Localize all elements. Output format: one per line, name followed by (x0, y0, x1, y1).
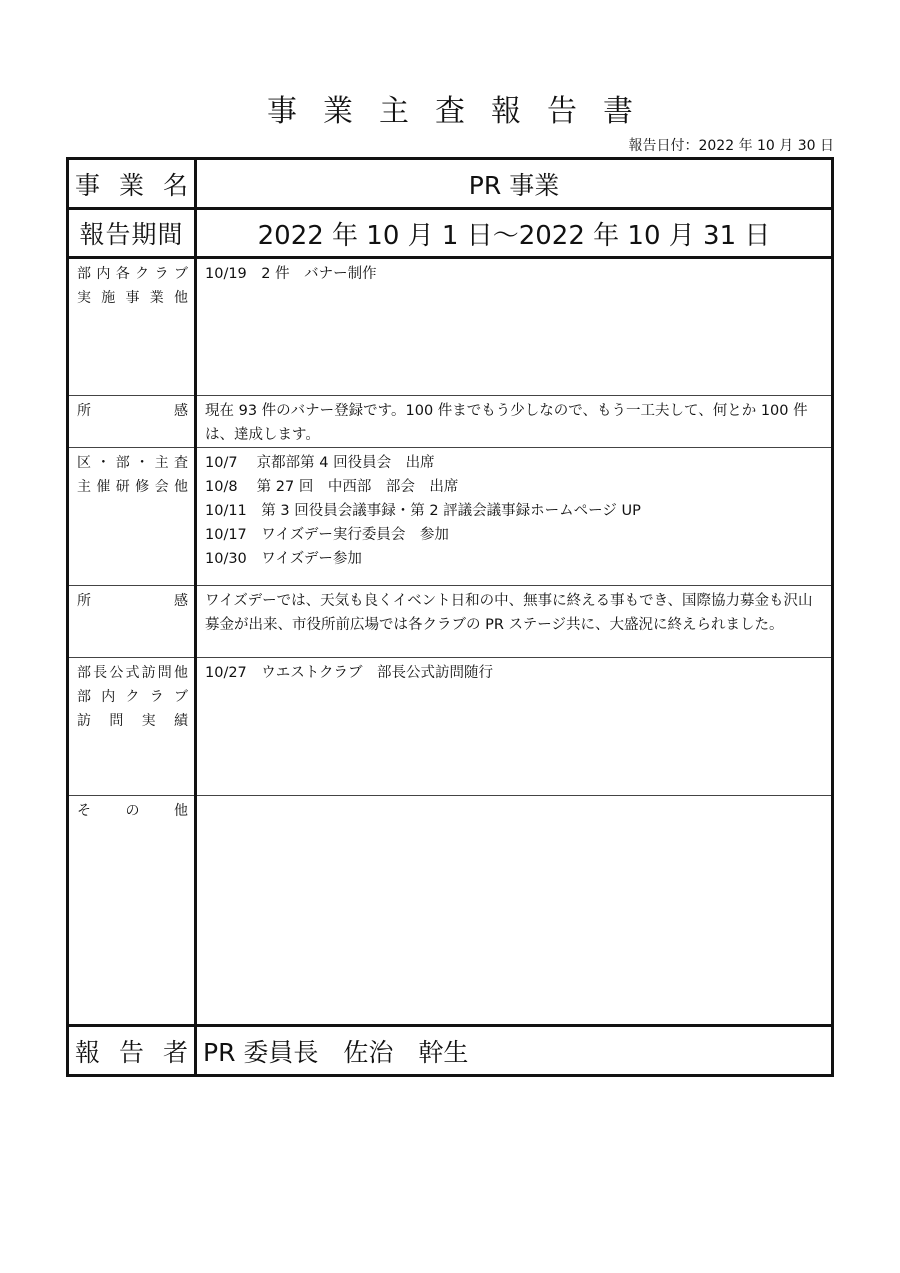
label-char: ラ (149, 689, 164, 705)
section1-row (68, 258, 833, 396)
label-char: 会 (154, 479, 169, 495)
label-line (77, 661, 188, 685)
label-char: 他 (173, 665, 188, 681)
label-char: 内 (101, 689, 116, 705)
label-char: 各 (115, 266, 130, 282)
label-char: 所 (77, 593, 91, 609)
label-char: 告 (118, 1037, 144, 1067)
label-char: 他 (173, 479, 188, 495)
label-char: 研 (115, 479, 130, 495)
label-line (77, 475, 188, 499)
project-label-cell (68, 159, 196, 209)
label-line (77, 709, 188, 733)
label-char: 公 (109, 665, 124, 681)
label-char: 実 (77, 290, 91, 306)
label-char: ・ (96, 455, 111, 471)
reporter-value-cell (196, 1026, 833, 1076)
other-row (68, 796, 833, 1026)
remarks2-text: ワイズデーでは、天気も良くイベント日和の中、無事に終える事もでき、国際協力募金も沢山募金が出来、市役所前広場では各クラブの PR ステージ共に、大盛況に終えられました。 (196, 586, 833, 658)
remarks2-label (77, 589, 188, 613)
remarks1-label (77, 399, 188, 423)
label-char: 部 (77, 665, 91, 681)
label-char: 主 (77, 479, 91, 495)
label-char: 区 (77, 455, 91, 471)
label-char: の (125, 803, 140, 819)
label-char: 催 (96, 479, 111, 495)
entry-line: 10/8 第 27 回 中西部 部会 出席 (205, 479, 459, 495)
label-char: ラ (154, 266, 169, 282)
label-char: ・ (135, 455, 150, 471)
other-label (77, 799, 188, 823)
entry-line: 10/19 2 件 バナー制作 (205, 266, 377, 282)
section3-row (68, 658, 833, 796)
report-date: 報告日付：2022 年 10 月 30 日 (628, 138, 834, 154)
label-char: そ (77, 803, 91, 819)
project-row (68, 159, 833, 209)
section1-entries (196, 258, 833, 396)
label-char: 長 (93, 665, 108, 681)
label-char: 業 (149, 290, 164, 306)
reporter-row (68, 1026, 833, 1076)
label-char: ク (135, 266, 150, 282)
label-char: 修 (135, 479, 150, 495)
reporter-value: PR 委員長 佐治 幹生 (203, 1037, 469, 1067)
remarks2-row (68, 586, 833, 658)
label-char: 部 (77, 266, 91, 282)
label-char: 感 (174, 403, 188, 419)
period-label-cell (68, 209, 196, 258)
other-text (196, 796, 833, 1026)
label-char: 訪 (77, 713, 91, 729)
label-char: ブ (174, 689, 188, 705)
label-char: 事 (125, 290, 140, 306)
label-char: ブ (173, 266, 188, 282)
section1-label (68, 258, 196, 396)
section3-entries (196, 658, 833, 796)
entry-line: 10/11 第 3 回役員会議事録・第 2 評議会議事録ホームページ UP (205, 503, 641, 519)
label-char: 事 (75, 170, 101, 200)
label-char: 部 (115, 455, 130, 471)
period-row (68, 209, 833, 258)
label-char: 業 (118, 170, 144, 200)
label-line (77, 685, 188, 709)
label-char: 実 (141, 713, 156, 729)
label-char: 感 (174, 593, 188, 609)
section2-entries (196, 448, 833, 586)
reporter-label-cell (68, 1026, 196, 1076)
label-char: 訪 (141, 665, 156, 681)
label-char: 主 (154, 455, 169, 471)
label-char: 問 (109, 713, 124, 729)
remarks1-text: 現在 93 件のバナー登録です。100 件までもう少しなので、もう一工夫して、何とか 100 件は、達成します。 (196, 396, 833, 448)
label-char: 部 (77, 689, 91, 705)
label-char: 施 (101, 290, 116, 306)
label-char: 所 (77, 403, 91, 419)
section2-row (68, 448, 833, 586)
period-value: 2022 年 10 月 1 日～2022 年 10 月 31 日 (196, 209, 833, 258)
section3-label (68, 658, 196, 796)
label-char: 問 (157, 665, 172, 681)
label-char: 式 (125, 665, 140, 681)
label-line (77, 286, 188, 310)
remarks1-row (68, 396, 833, 448)
entry-line: 10/27 ウエストクラブ 部長公式訪問随行 (205, 665, 493, 681)
label-char: 報 (75, 1037, 101, 1067)
remarks1-label-cell (68, 396, 196, 448)
entry-line: 10/17 ワイズデー実行委員会 参加 (205, 527, 449, 543)
label-char: ク (125, 689, 140, 705)
section2-label (68, 448, 196, 586)
label-char: 他 (174, 290, 188, 306)
other-label-cell (68, 796, 196, 1026)
label-char: 名 (162, 170, 188, 200)
document-title: 事業主査報告書 (267, 94, 659, 129)
period-label: 報告期間 (79, 220, 184, 249)
label-char: 者 (162, 1037, 188, 1067)
label-char: 績 (173, 713, 188, 729)
label-char: 内 (96, 266, 111, 282)
remarks2-label-cell (68, 586, 196, 658)
project-label (75, 166, 188, 202)
label-char: 査 (173, 455, 188, 471)
label-line (77, 262, 188, 286)
label-char: 他 (174, 803, 188, 819)
entry-line: 10/7 京都部第 4 回役員会 出席 (205, 455, 435, 471)
project-value: PR 事業 (196, 159, 833, 209)
label-line (77, 451, 188, 475)
report-table (66, 157, 834, 1077)
entry-line: 10/30 ワイズデー参加 (205, 551, 362, 567)
reporter-label (75, 1033, 188, 1069)
